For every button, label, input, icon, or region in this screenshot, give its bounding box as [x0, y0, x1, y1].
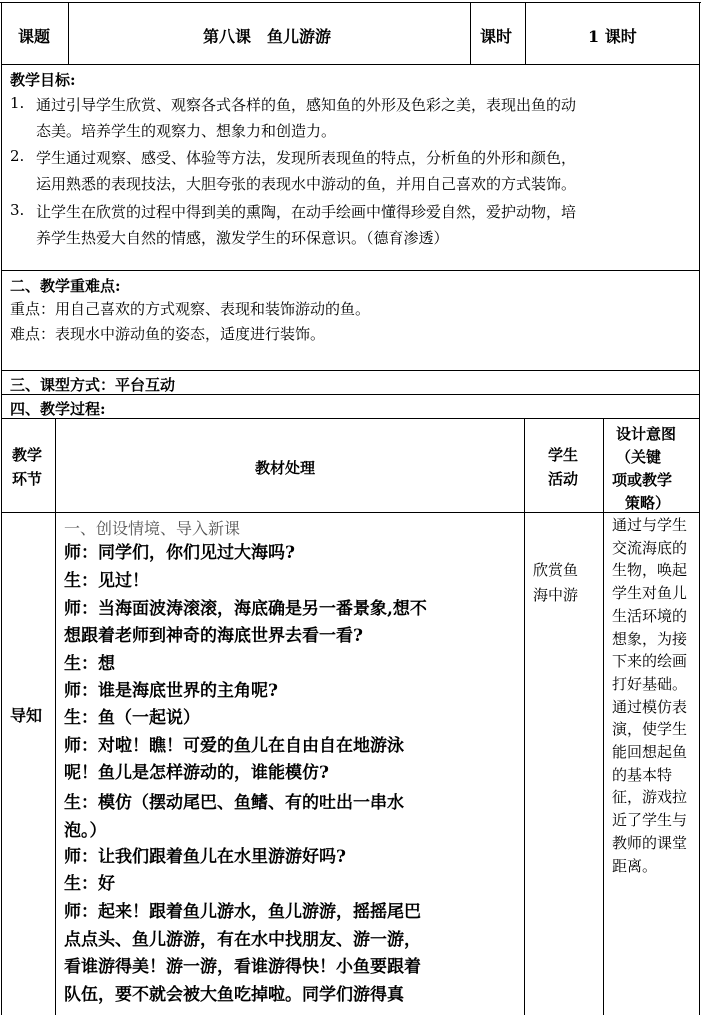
dialogue-line: 师：同学们，你们见过大海吗? — [64, 543, 295, 563]
intent-header: 项或教学 — [612, 471, 673, 489]
objective-line: 态美。培养学生的观察力、想象力和创造力。 — [36, 122, 337, 140]
dialogue-line: 看谁游得美！游一游，看谁游得快！小鱼要跟着 — [64, 957, 421, 977]
course-label: 课题 — [18, 27, 51, 46]
divider — [1, 370, 700, 371]
dialogue-line: 师：对啦！瞧！可爱的鱼儿在自由自在地游泳 — [64, 736, 404, 756]
objective-line: 养学生热爱大自然的情感，激发学生的环保意识。（德育渗透） — [36, 229, 449, 247]
activity-cell: 海中游 — [533, 586, 579, 604]
dialogue-line: 生：模仿（摆动尾巴、鱼鳍、有的吐出一串水 — [64, 793, 404, 813]
material-header: 教材处理 — [255, 459, 316, 477]
divider — [1, 512, 700, 513]
period-value: 1 课时 — [588, 27, 637, 46]
dialogue-line: 师：谁是海底世界的主角呢? — [64, 681, 278, 701]
objective-number: 1. — [10, 94, 25, 112]
intent-header: （关键 — [616, 448, 662, 466]
divider — [55, 418, 56, 1015]
intent-cell: 通过与学生交流海底的生物，唤起学生对鱼儿生活环境的想象，为接下来的绘画打好基础。通过模仿表演，使学生能回想起鱼的基本特征，游戏拉近了学生与教师的课堂距离。 — [612, 516, 688, 875]
intent-header: 设计意图 — [616, 425, 677, 443]
divider — [68, 2, 69, 64]
divider — [524, 418, 525, 1015]
divider — [603, 418, 604, 1015]
dialogue-line: 泡。） — [64, 821, 107, 841]
objectives-heading: 教学目标: — [10, 71, 76, 89]
dialogue-line: 生：想 — [64, 654, 115, 674]
dialogue-line: 点点头、鱼儿游游，有在水中找朋友、游一游， — [64, 930, 421, 950]
table-border-left — [1, 2, 2, 1015]
course-title: 第八课 鱼儿游游 — [203, 27, 332, 46]
key-point: 重点：用自己喜欢的方式观察、表现和装饰游动的鱼。 — [10, 300, 371, 318]
objective-line: 让学生在欣赏的过程中得到美的熏陶，在动手绘画中懂得珍爱自然，爱护动物，培 — [36, 203, 577, 221]
intent-header: 策略） — [625, 494, 671, 512]
stage-header: 环节 — [12, 470, 43, 488]
dialogue-line: 生：见过！ — [64, 571, 149, 591]
dialogue-line: 师：当海面波涛滚滚，海底确是另一番景象,想不 — [64, 599, 427, 619]
divider — [470, 2, 471, 64]
objective-line: 通过引导学生欣赏、观察各式各样的鱼，感知鱼的外形及色彩之美，表现出鱼的动 — [36, 96, 577, 114]
lesson-type: 三、课型方式：平台互动 — [10, 376, 176, 394]
difficulties-heading: 二、教学重难点: — [10, 277, 121, 295]
dialogue-line: 生：好 — [64, 874, 115, 894]
activity-header: 学生 — [548, 446, 579, 464]
objective-line: 学生通过观察、感受、体验等方法，发现所表现鱼的特点，分析鱼的外形和颜色， — [36, 149, 577, 167]
table-border-top — [0, 2, 701, 3]
dialogue-line: 师：起来！跟着鱼儿游水，鱼儿游游，摇摇尾巴 — [64, 902, 421, 922]
stage-header: 教学 — [12, 446, 43, 464]
activity-cell: 欣赏鱼 — [533, 561, 579, 579]
dialogue-line: 师：让我们跟着鱼儿在水里游游好吗? — [64, 847, 346, 867]
objective-number: 2. — [10, 147, 25, 165]
dialogue-line: 想跟着老师到神奇的海底世界去看一看? — [64, 626, 363, 646]
divider — [1, 418, 700, 419]
divider — [525, 2, 526, 64]
activity-header: 活动 — [548, 470, 579, 488]
section-title: 一、创设情境、导入新课 — [64, 519, 241, 538]
divider — [1, 64, 700, 65]
dialogue-line: 队伍，要不就会被大鱼吃掉啦。同学们游得真 — [64, 985, 404, 1005]
stage-cell: 导知 — [10, 706, 43, 725]
table-border-right — [699, 2, 700, 1015]
process-heading: 四、教学过程: — [10, 400, 106, 418]
difficult-point: 难点：表现水中游动鱼的姿态，适度进行装饰。 — [10, 325, 326, 343]
dialogue-line: 呢！鱼儿是怎样游动的，谁能模仿? — [64, 763, 329, 783]
period-label: 课时 — [480, 27, 513, 46]
divider — [1, 270, 700, 271]
objective-line: 运用熟悉的表现技法，大胆夸张的表现水中游动的鱼，并用自己喜欢的方式装饰。 — [36, 175, 577, 193]
dialogue-line: 生：鱼（一起说） — [64, 708, 200, 728]
objective-number: 3. — [10, 201, 25, 219]
